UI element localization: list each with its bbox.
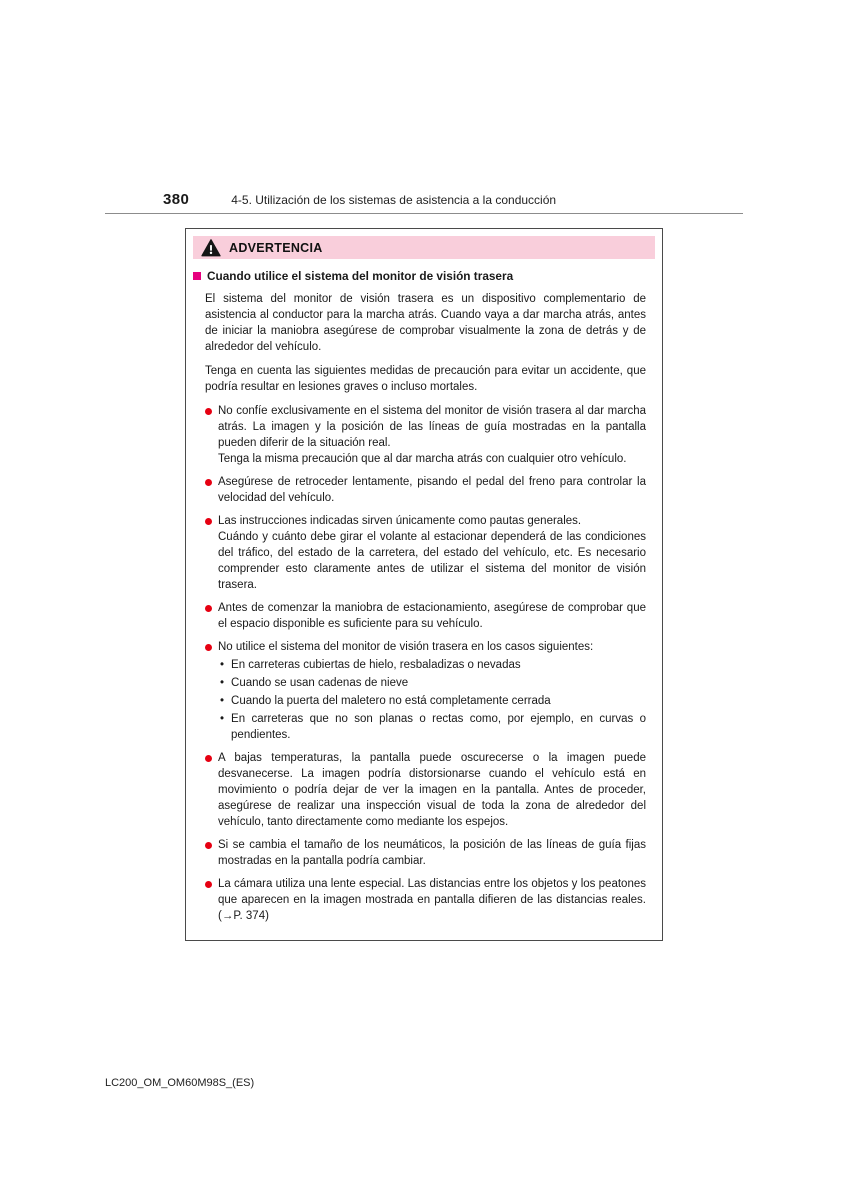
warning-sub-item <box>218 711 646 743</box>
bullet-body <box>218 750 646 830</box>
bullet-body <box>218 474 646 506</box>
warning-bullet-item <box>205 403 646 467</box>
dot-bullet-icon: • <box>220 659 225 671</box>
warning-sub-item <box>218 693 646 709</box>
bullet-body <box>218 876 646 924</box>
red-bullet-icon <box>205 408 212 415</box>
page-header <box>163 191 556 208</box>
bullet-paragraph: Las instrucciones indicadas sirven únicamente como pautas generales. <box>218 515 582 527</box>
red-bullet-icon <box>205 881 212 888</box>
section-heading-text: Cuando utilice el sistema del monitor de visión trasera <box>207 269 514 283</box>
bullet-body <box>218 837 646 869</box>
warning-bullet-item <box>205 837 646 869</box>
bullet-body <box>218 600 646 632</box>
warning-box <box>185 228 663 941</box>
warning-bullet-item <box>205 513 646 593</box>
sub-item-text: Cuando la puerta del maletero no está completamente cerrada <box>231 695 551 707</box>
red-bullet-icon <box>205 644 212 651</box>
red-bullet-icon <box>205 479 212 486</box>
warning-paragraph: El sistema del monitor de visión trasera es un dispositivo complementario de asistencia al conductor para la marcha atrás. Cuando vaya a dar marcha atrás, antes de iniciar la maniobra asegúrese de comprobar visualmente la zona de detrás y de alrededor del vehículo. <box>205 293 646 353</box>
sub-item-text: Cuando se usan cadenas de nieve <box>231 677 409 689</box>
header-rule <box>105 213 743 214</box>
warning-sub-item <box>218 657 646 673</box>
warning-bullet-item <box>205 750 646 830</box>
red-bullet-icon <box>205 605 212 612</box>
warning-bullet-item <box>205 600 646 632</box>
warning-section-heading <box>193 269 646 283</box>
bullet-paragraph: Tenga la misma precaución que al dar marcha atrás con cualquier otro vehículo. <box>218 453 627 465</box>
bullet-paragraph: Antes de comenzar la maniobra de estacionamiento, asegúrese de comprobar que el espacio disponible es suficiente para su vehículo. <box>218 602 646 630</box>
dot-bullet-icon: • <box>220 695 225 707</box>
warning-content <box>193 259 655 924</box>
bullet-paragraph: No confíe exclusivamente en el sistema del monitor de visión trasera al dar marcha atrás. La imagen y la posición de las líneas de guía mostradas en la pantalla pueden diferir de la situación real. <box>218 405 646 449</box>
warning-paragraph: Tenga en cuenta las siguientes medidas de precaución para evitar un accidente, que podría resultar en lesiones graves o incluso mortales. <box>205 365 646 393</box>
warning-triangle-icon <box>201 239 221 257</box>
square-bullet-icon <box>193 272 201 280</box>
warning-bullet-item <box>205 876 646 924</box>
warning-sub-item <box>218 675 646 691</box>
warning-title-bar <box>193 236 655 259</box>
intro-paragraphs <box>205 291 646 395</box>
bullet-paragraph: No utilice el sistema del monitor de visión trasera en los casos siguientes: <box>218 641 594 653</box>
dot-bullet-icon: • <box>220 713 225 725</box>
bullet-paragraph: Cuándo y cuánto debe girar el volante al estacionar dependerá de las condiciones del tráfico, del estado de la carretera, del estado del vehículo, etc. Es necesario comprender esto claramente antes de utilizar el sistema del monitor de visión trasera. <box>218 531 646 591</box>
bullet-body <box>218 513 646 593</box>
dot-bullet-icon: • <box>220 677 225 689</box>
bullet-body <box>218 403 646 467</box>
chapter-title: 4-5. Utilización de los sistemas de asistencia a la conducción <box>231 193 557 207</box>
bullet-paragraph: Asegúrese de retroceder lentamente, pisando el pedal del freno para controlar la velocidad del vehículo. <box>218 476 646 504</box>
warning-bullet-item <box>205 639 646 743</box>
sub-item-text: En carreteras que no son planas o rectas como, por ejemplo, en curvas o pendientes. <box>231 713 646 741</box>
bullet-body <box>218 639 646 743</box>
warning-bullet-list <box>205 403 646 924</box>
page-number: 380 <box>163 191 190 208</box>
warning-bullet-item <box>205 474 646 506</box>
red-bullet-icon <box>205 755 212 762</box>
warning-title: ADVERTENCIA <box>229 240 323 255</box>
bullet-paragraph: A bajas temperaturas, la pantalla puede oscurecerse o la imagen puede desvanecerse. La imagen podría distorsionarse cuando el vehículo está en movimiento o podría dejar de ver la imagen en la pantalla. Antes de proceder, asegúrese de realizar una inspección visual de toda la zona de alrededor del vehículo, tanto directamente como mediante los espejos. <box>218 752 646 828</box>
sub-item-text: En carreteras cubiertas de hielo, resbaladizas o nevadas <box>231 659 521 671</box>
bullet-paragraph: La cámara utiliza una lente especial. Las distancias entre los objetos y los peatones que aparecen en la imagen mostrada en pantalla difieren de las distancias reales. (→P. 374) <box>218 878 646 922</box>
page-footer: LC200_OM_OM60M98S_(ES) <box>105 1077 255 1089</box>
red-bullet-icon <box>205 518 212 525</box>
red-bullet-icon <box>205 842 212 849</box>
bullet-paragraph: Si se cambia el tamaño de los neumáticos, la posición de las líneas de guía fijas mostradas en la pantalla podría cambiar. <box>218 839 646 867</box>
